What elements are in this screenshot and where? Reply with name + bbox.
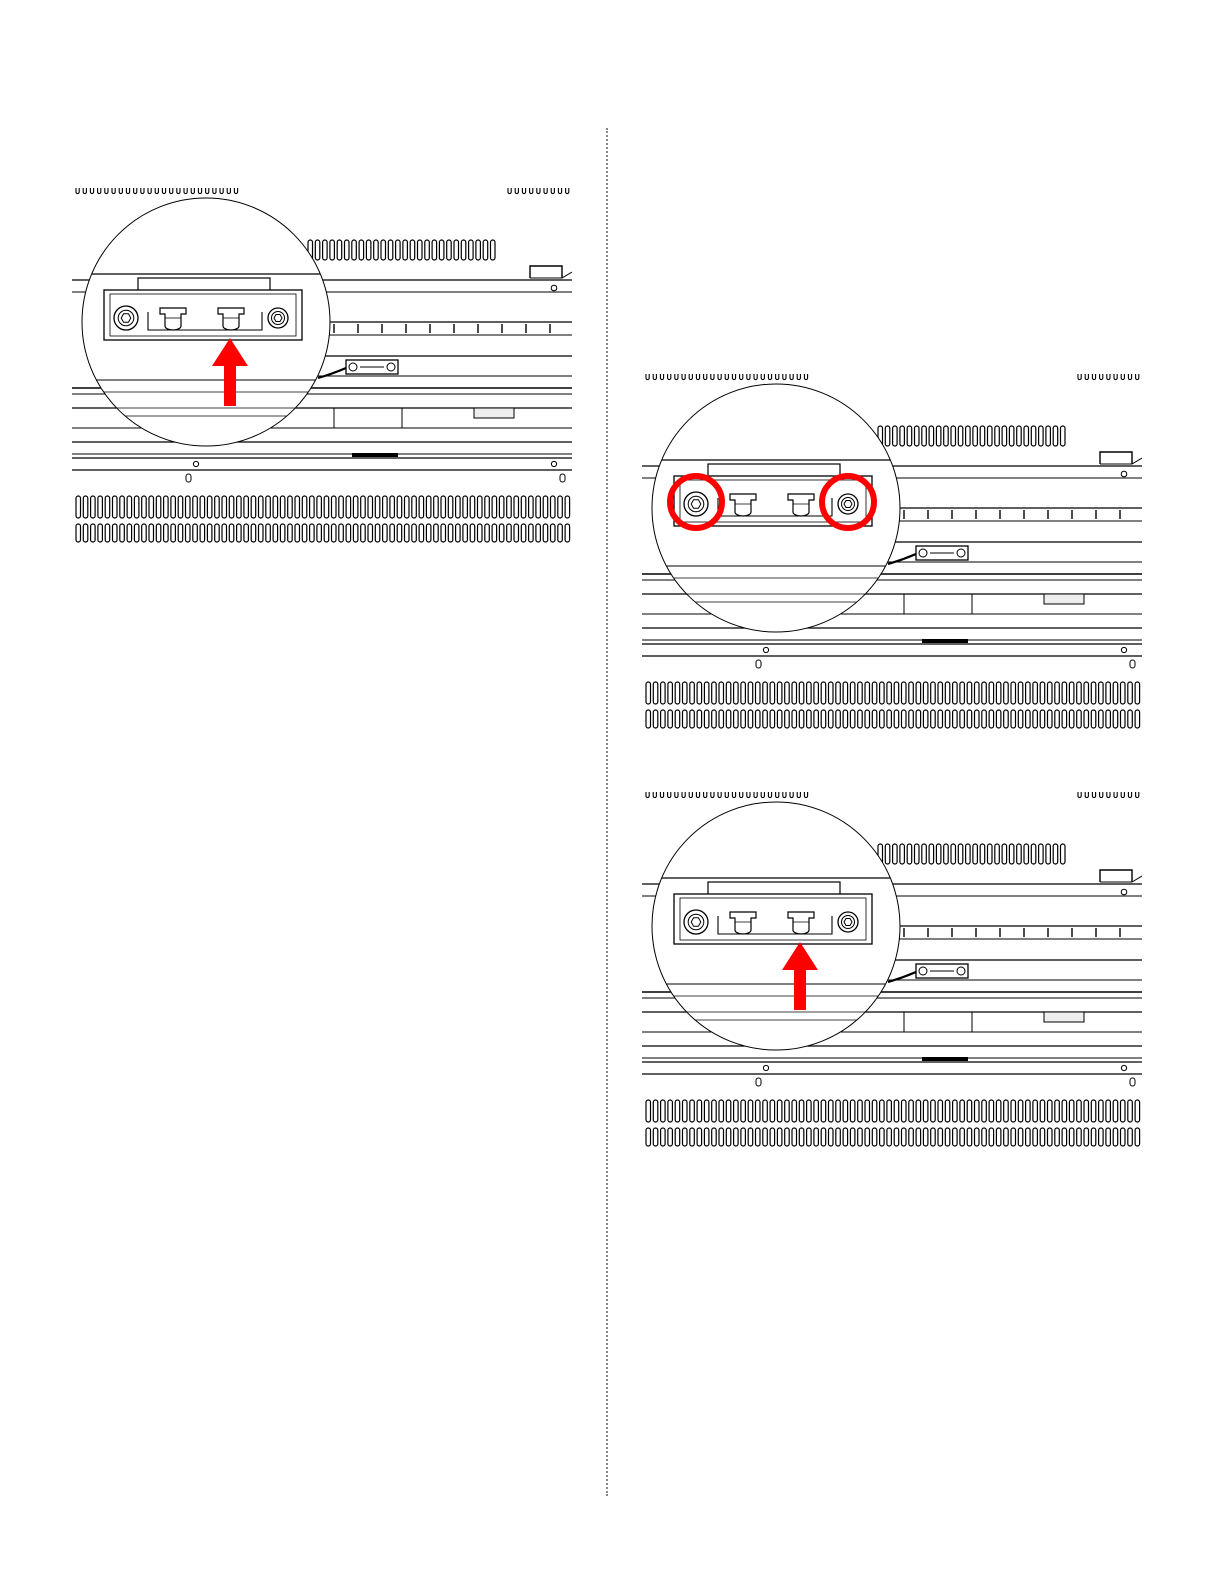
right-screw-icon [838,494,858,514]
right-screw-icon [838,912,858,932]
bracket-diagram [642,784,1142,1154]
connector-bracket-icon [916,964,968,978]
magnified-detail [72,198,340,446]
magnified-detail [642,384,910,632]
left-screw-icon [114,306,138,330]
figure-c [642,784,1142,1154]
left-screw-icon [684,910,708,934]
connector-bracket-icon [916,546,968,560]
connector-bracket-icon [346,360,398,374]
column-divider [606,128,608,1496]
left-screw-icon [684,492,708,516]
figure-b [642,366,1142,736]
bracket-diagram [72,180,572,550]
bracket-diagram [642,366,1142,736]
magnified-detail [642,802,910,1050]
figure-a [72,180,572,550]
right-screw-icon [268,308,288,328]
